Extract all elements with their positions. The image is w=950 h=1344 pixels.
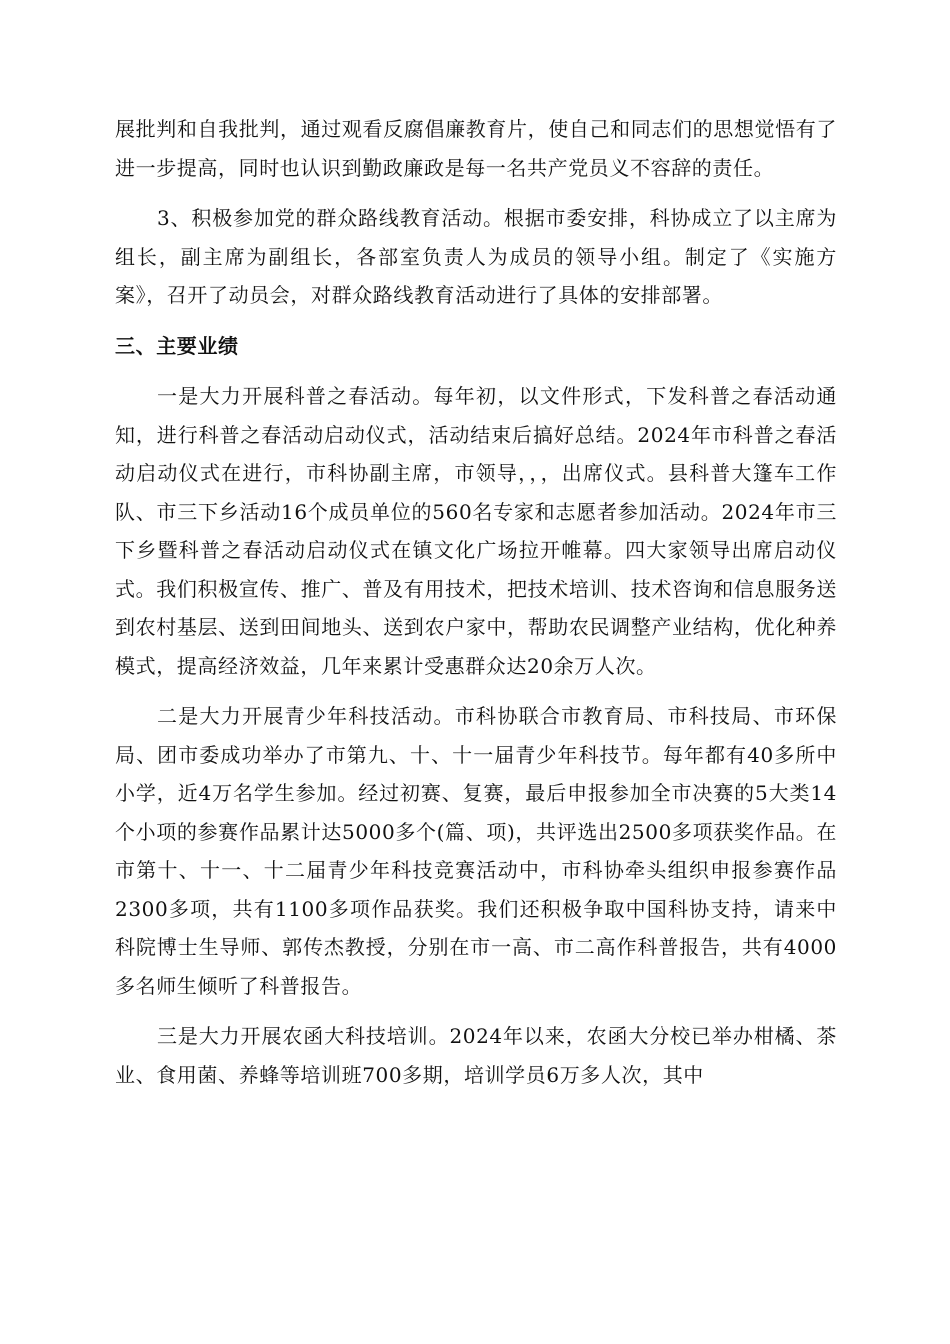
document-page bbox=[115, 110, 837, 1106]
paragraph-youth-science: 二是大力开展青少年科技活动。市科协联合市教育局、市科技局、市环保局、团市委成功举办了市第九、十、十一届青少年科技节。每年都有40多所中小学，近4万名学生参加。经过初赛、复赛，最后申报参加全市决赛的5大类14个小项的参赛作品累计达5000多个(篇、项)，共评选出2500多项获奖作品。在市第十、十一、十二届青少年科技竞赛活动中，市科协牵头组织申报参赛作品2300多项，共有1100多项作品获奖。我们还积极争取中国科协支持，请来中科院博士生导师、郭传杰教授，分别在市一高、市二高作科普报告，共有4000多名师生倾听了科普报告。 bbox=[115, 704, 837, 998]
section-heading-main-achievements: 三、主要业绩 bbox=[115, 333, 239, 358]
paragraph-science-spring: 一是大力开展科普之春活动。每年初，以文件形式，下发科普之春活动通知，进行科普之春活动启动仪式，活动结束后搞好总结。2024年市科普之春活动启动仪式在进行，市科协副主席，市领导，，，出席仪式。县科普大篷车工作队、市三下乡活动16个成员单位的560名专家和志愿者参加活动。2024年市三下乡暨科普之春活动启动仪式在镇文化广场拉开帷幕。四大家领导出席启动仪式。我们积极宣传、推广、普及有用技术，把技术培训、技术咨询和信息服务送到农村基层、送到田间地头、送到农户家中，帮助农民调整产业结构，优化种养模式，提高经济效益，几年来累计受惠群众达20余万人次。 bbox=[115, 384, 837, 678]
paragraph-mass-line-education: 3、积极参加党的群众路线教育活动。根据市委安排，科协成立了以主席为组长，副主席为副组长，各部室负责人为成员的领导小组。制定了《实施方案》，召开了动员会，对群众路线教育活动进行了具体的安排部署。 bbox=[115, 206, 837, 307]
paragraph-agri-training: 三是大力开展农函大科技培训。2024年以来，农函大分校已举办柑橘、茶业、食用菌、养蜂等培训班700多期，培训学员6万多人次，其中 bbox=[115, 1024, 837, 1087]
paragraph-self-criticism: 展批判和自我批判，通过观看反腐倡廉教育片，使自己和同志们的思想觉悟有了进一步提高，同时也认识到勤政廉政是每一名共产党员义不容辞的责任。 bbox=[115, 117, 837, 180]
